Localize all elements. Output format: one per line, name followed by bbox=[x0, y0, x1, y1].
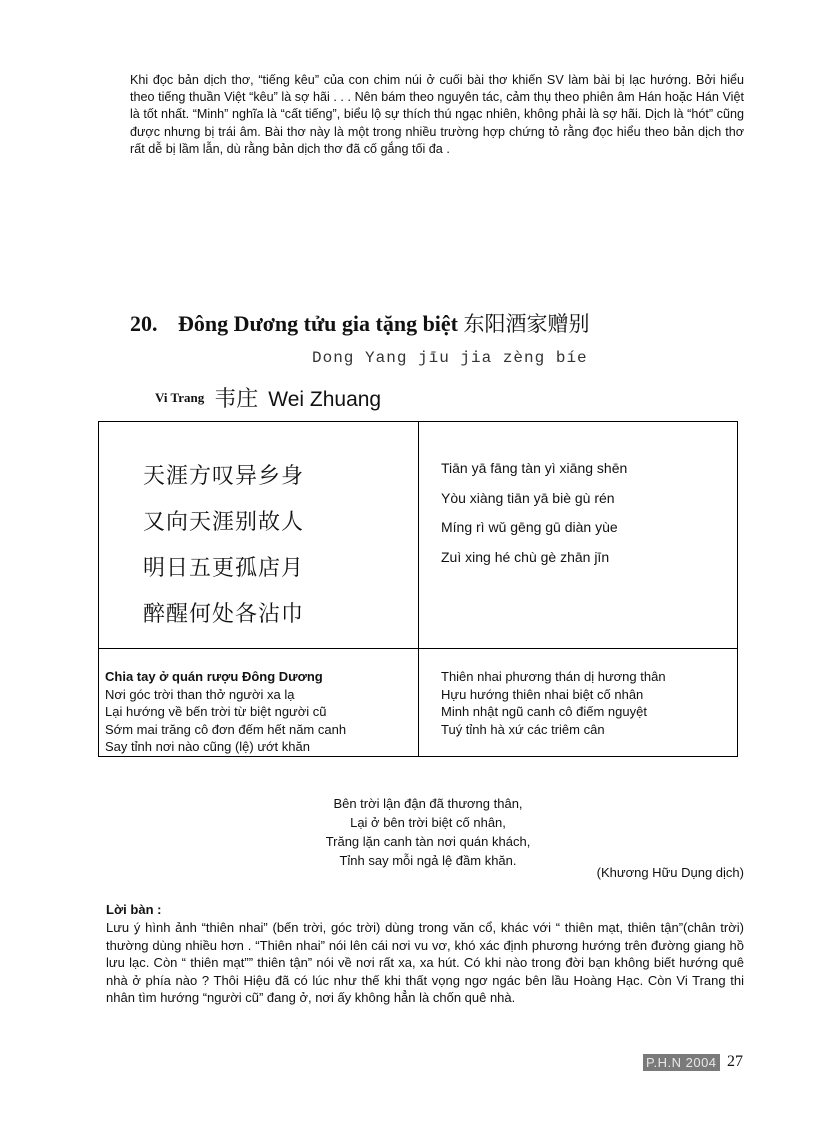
translation-vn bbox=[105, 668, 346, 756]
poem-pinyin-line: Zuì xing hé chù gè zhān jīn bbox=[441, 548, 610, 565]
commentary-title: Lời bàn : bbox=[106, 902, 162, 917]
translation-vn-line: Nơi góc trời than thở người xa lạ bbox=[105, 686, 295, 702]
poem-chinese bbox=[143, 454, 304, 638]
poetic-translation-line: Bên trời lận đận đã thương thân, bbox=[333, 796, 523, 811]
han-viet-line: Tuý tỉnh hà xứ các triêm cân bbox=[441, 721, 605, 737]
commentary-block bbox=[106, 919, 744, 1007]
han-viet-line: Minh nhật ngũ canh cô điếm nguyệt bbox=[441, 704, 647, 719]
poem-pinyin-line: Tiān yā fāng tàn yì xiāng shēn bbox=[441, 460, 628, 476]
poem-chinese-line: 醉醒何处各沾巾 bbox=[143, 602, 305, 627]
footer-badge: P.H.N 2004 bbox=[643, 1054, 720, 1071]
poem-chinese-line: 又向天涯别故人 bbox=[143, 510, 305, 535]
poem-chinese-line: 明日五更孤店月 bbox=[143, 556, 305, 581]
poetic-translation-line: Lại ở bên trời biệt cố nhân, bbox=[350, 815, 506, 830]
intro-paragraph: Khi đọc bản dịch thơ, “tiếng kêu” của con chim núi ở cuối bài thơ khiến SV làm bài bị lạc hướng. Bởi hiểu theo tiếng thuần Việt “kêu” là sợ hãi . . . Nên bám theo nguyên tác, cảm thụ theo phiên âm Hán hoặc Hán Việt là tốt nhất. “Minh” nghĩa là “cất tiếng”, biểu lộ sự thích thú ngạc nhiên, không phải là sợ hãi. Dịch là “hót” cũng được nhưng bị trái âm. Bài thơ này là một trong nhiều trường hợp chứng tỏ rằng đọc hiểu theo bản dịch thơ rất dễ bị lầm lẫn, dù rằng bản dịch thơ đã cố gắng tối đa . bbox=[130, 73, 744, 156]
page-number: 27 bbox=[727, 1053, 743, 1070]
translation-vn-line: Say tỉnh nơi nào cũng (lệ) ướt khăn bbox=[105, 739, 310, 754]
section-number: 20. bbox=[130, 311, 158, 336]
translation-vn-title: Chia tay ở quán rượu Đông Dương bbox=[105, 669, 323, 684]
section-heading bbox=[130, 308, 750, 338]
poem-pinyin-line: Míng rì wǔ gēng gū diàn yùe bbox=[441, 519, 618, 535]
table-divider-horizontal bbox=[99, 648, 737, 649]
han-viet-reading bbox=[441, 668, 666, 738]
poetic-translation-line: Trăng lặn canh tàn nơi quán khách, bbox=[325, 834, 531, 849]
author-line bbox=[155, 382, 381, 413]
poem-table bbox=[98, 421, 738, 757]
section-title-cn: 东阳酒家赠别 bbox=[463, 312, 590, 336]
translation-vn-line: Lại hướng về bến trời từ biệt người cũ bbox=[105, 704, 327, 719]
poem-chinese-line: 天涯方叹异乡身 bbox=[143, 464, 305, 489]
han-viet-line: Thiên nhai phương thán dị hương thân bbox=[441, 669, 666, 684]
author-name-cn: 韦庄 bbox=[214, 387, 259, 412]
translation-vn-line: Sớm mai trăng cô đơn đếm hết năm canh bbox=[105, 721, 347, 737]
han-viet-line: Hựu hướng thiên nhai biệt cố nhân bbox=[441, 686, 644, 702]
poem-pinyin-line: Yòu xiàng tiān yā biè gù rén bbox=[441, 489, 615, 506]
author-name-en: Wei Zhuang bbox=[268, 388, 382, 411]
section-title-vn: Đông Dương tửu gia tặng biệt bbox=[178, 311, 459, 336]
poetic-translation-line: Tỉnh say mỗi ngả lệ đầm khăn. bbox=[339, 853, 517, 868]
section-title-pinyin: Dong Yang jīu jia zèng bíe bbox=[312, 349, 588, 367]
poem-pinyin bbox=[441, 454, 627, 572]
table-divider-vertical bbox=[418, 422, 419, 756]
author-name-vn: Vi Trang bbox=[155, 390, 205, 405]
intro-paragraph-block bbox=[130, 72, 744, 158]
poetic-translation bbox=[0, 794, 816, 870]
commentary-text: Lưu ý hình ảnh “thiên nhai” (bến trời, góc trời) dùng trong văn cổ, khác với “ thiên mạt, thiên tận”(chân trời) thường dùng nhiều hơn . “Thiên nhai” nói lên cái nơi vu vơ, khó xác định phương hướng trên đường giang hồ lưu lạc. Còn “ thiên mạt”” thiên tận” nói về nơi rất xa, xa hút. Có khi nào trong đời bạn không biết hướng quê nhà ở phía nào ? Thôi Hiệu đã có lúc như thế khi thất vọng ngơ ngác bên lầu Hoàng Hạc. Còn Vi Trang thi nhân tìm hướng “người cũ” đang ở, nơi ấy không hẳn là chốn quê nhà. bbox=[106, 920, 744, 1006]
translator-credit: (Khương Hữu Dụng dịch) bbox=[596, 865, 744, 880]
